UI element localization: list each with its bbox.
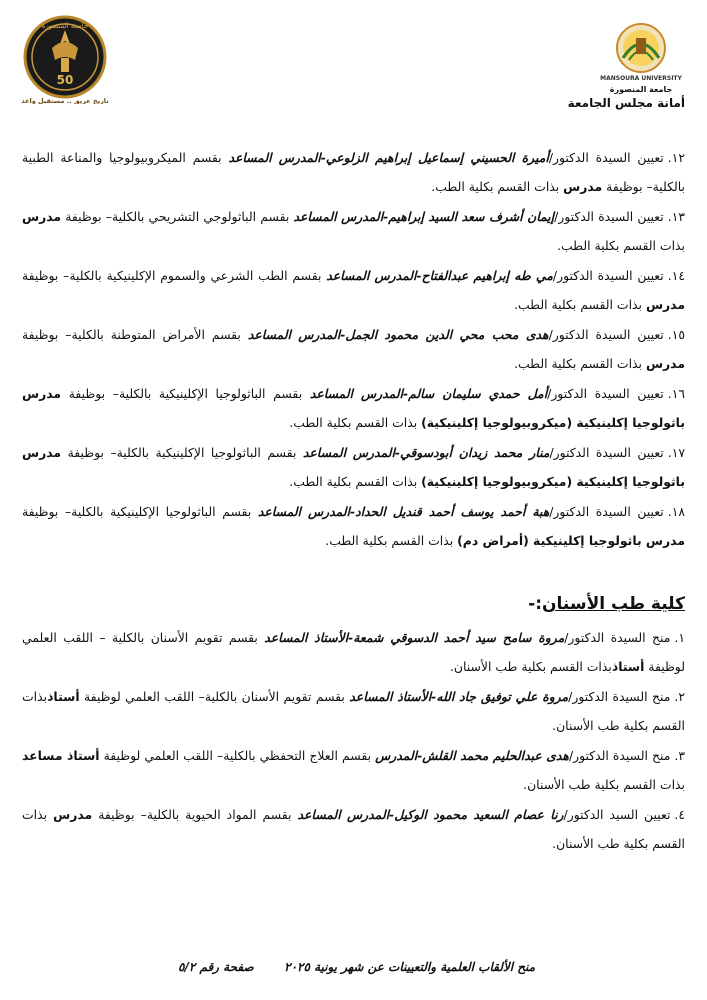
item-number: ١٧. [667,445,686,460]
item-number: ١٢. [667,150,686,165]
logo-ribbon-text: تاريخ عريق .. مستقبل واعد [21,97,109,104]
item-details: بقسم الباثولوجي التشريحي بالكلية– بوظيفة [61,209,294,224]
item-details: بقسم العلاج التحفظي بالكلية– اللقب العلمي لوظيفة [99,748,376,763]
person-role: -المدرس المساعد [297,807,395,822]
person-role: -المدرس المساعد [302,445,401,460]
item-number: ١. [674,630,685,645]
job-title: مدرس [22,209,62,224]
item-details: بقسم الطب الشرعي والسموم الإكلينيكية بالكلية– بوظيفة [22,268,327,283]
list-item [22,438,685,496]
item-details: بقسم الباثولوجيا الإكلينيكية بالكلية– بوظيفة [22,504,258,519]
item-tail: بذات القسم بكلية طب الأسنان. [449,659,612,674]
item-tail: بذات القسم بكلية الطب. [514,356,646,371]
item-tail: بذات القسم بكلية طب الأسنان. [22,689,685,733]
item-details: بقسم الأمراض المتوطنة بالكلية– بوظيفة [22,327,248,342]
list-item [22,800,685,858]
item-number: ١٦. [667,386,685,401]
item-details: بقسم الباثولوجيا الإكلينيكية بالكلية– بوظيفة [61,386,310,401]
item-tail: بذات القسم بكلية طب الأسنان. [22,807,685,851]
logo-en-text: MANSOURA UNIVERSITY [600,75,682,82]
person-role: -المدرس [375,748,423,763]
item-prefix: تعيين السيدة الدكتور/ [548,150,664,165]
list-item [22,320,685,378]
item-prefix: تعيين السيدة الدكتور/ [549,504,664,519]
person-name: هبة أحمد يوسف أحمد قنديل الحداد [355,504,550,519]
item-number: ٤. [674,807,685,822]
university-anniversary-logo [20,14,110,104]
list-item [22,682,685,740]
person-name: منار محمد زيدان أبودسوقي [400,445,550,460]
item-prefix: منح السيدة الدكتور/ [564,630,671,645]
list-item [22,202,685,260]
job-title: مدرس باثولوجيا إكلينيكية (أمراض دم) [457,533,685,548]
list-item [22,741,685,799]
logo-ar-text: جامعة المنصورة [609,85,673,94]
logo-top-text: جامعة المنصورة [41,22,89,30]
medicine-appointments-list [22,143,685,555]
person-name: هدى عبدالحليم محمد القلش [422,748,569,763]
person-role: -المدرس المساعد [309,386,409,401]
person-name: هدى محب محي الدين محمود الجمل [345,327,549,342]
item-tail: بذات القسم بكلية الطب. [289,474,422,489]
person-name: رنا عصام السعيد محمود الوكيل [394,807,564,822]
council-secretariat-label: أمانة مجلس الجامعة [567,96,685,110]
list-item [22,379,685,437]
person-role: -المدرس المساعد [326,268,422,283]
job-title: مدرس [645,297,685,312]
list-item [22,497,685,555]
section-suffix: :- [528,594,543,614]
item-details: بقسم الميكروبيولوجيا والمناعة الطبية بالكلية– بوظيفة [22,150,685,194]
item-prefix: تعيين السيدة الدكتور/ [547,386,664,401]
item-number: ١٨. [667,504,685,519]
person-role: -المدرس المساعد [247,327,346,342]
person-role: -المدرس المساعد [257,504,356,519]
item-prefix: تعيين السيدة الدكتور/ [552,268,664,283]
item-number: ١٥. [667,327,686,342]
item-tail: بذات القسم بكلية الطب. [557,238,685,253]
job-title: أستاذ [611,659,645,674]
person-name: إيمان أشرف سعد السيد إبراهيم [388,209,555,224]
job-title: مدرس [563,179,603,194]
item-prefix: منح السيدة الدكتور/ [568,689,671,704]
item-number: ١٣. [667,209,685,224]
document-body [22,143,685,859]
person-role: -المدرس المساعد [293,209,389,224]
list-item [22,143,685,201]
section-heading [22,591,685,617]
job-title: مدرس باثولوجيا إكلينيكية (ميكروبيولوجيا إكلينيكية) [22,445,685,489]
item-prefix: تعيين السيد الدكتور/ [563,807,671,822]
footer-page-number: صفحة رقم ٥/٢ [178,960,254,974]
person-name: أمل حمدي سليمان سالم [408,386,548,401]
list-item [22,623,685,681]
item-tail: بذات القسم بكلية الطب. [514,297,646,312]
person-role: -الأستاذ المساعد [264,630,354,645]
job-title: أستاذ مساعد [22,748,100,763]
person-name: مروة علي توفيق جاد الله [436,689,569,704]
item-details: بقسم الباثولوجيا الإكلينيكية بالكلية– بوظيفة [61,445,303,460]
item-tail: بذات القسم بكلية الطب. [289,415,422,430]
person-name: مروة سامح سيد أحمد الدسوقي شمعة [353,630,565,645]
item-number: ٢. [674,689,685,704]
item-prefix: تعيين السيدة الدكتور/ [548,327,664,342]
mansoura-university-logo [599,18,683,96]
item-tail: بذات القسم بكلية الطب. [325,533,458,548]
item-tail: بذات القسم بكلية الطب. [431,179,564,194]
person-role: -الأستاذ المساعد [349,689,437,704]
job-title: مدرس [645,356,685,371]
job-title: أستاذ [47,689,80,704]
item-prefix: تعيين السيدة الدكتور/ [549,445,664,460]
person-name: أميرة الحسيني إسماعيل إبراهيم الزلوعي [325,150,549,165]
footer-title: منح الألقاب العلمية والتعيينات عن شهر يونية ٢٠٢٥ [284,960,535,974]
job-title: مدرس [53,807,93,822]
item-number: ١٤. [667,268,686,283]
job-title: مدرس باثولوجيا إكلينيكية (ميكروبيولوجيا إكلينيكية) [22,386,685,430]
item-details: بقسم المواد الحيوية بالكلية– بوظيفة [92,807,298,822]
item-prefix: منح السيدة الدكتور/ [568,748,671,763]
list-item [22,261,685,319]
item-prefix: تعيين السيدة الدكتور/ [554,209,664,224]
person-name: مي طه إبراهيم عبدالفتاح [421,268,553,283]
anniversary-number: 50 [56,73,74,87]
dentistry-appointments-list [22,623,685,858]
item-tail: بذات القسم بكلية طب الأسنان. [523,777,685,792]
section-title: كلية طب الأسنان [542,594,685,614]
item-details: بقسم تقويم الأسنان بالكلية– اللقب العلمي لوظيفة [79,689,350,704]
person-role: -المدرس المساعد [228,150,326,165]
item-number: ٣. [674,748,685,763]
item-details: بقسم تقويم الأسنان بالكلية – اللقب العلمي لوظيفة [22,630,685,674]
